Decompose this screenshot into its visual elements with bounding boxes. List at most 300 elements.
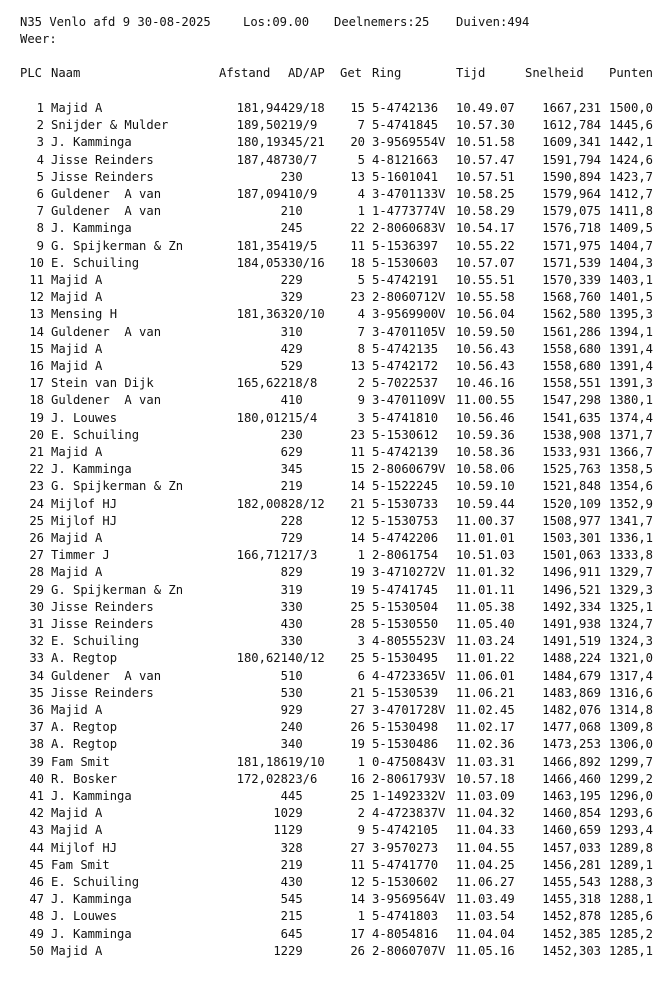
cell-naam: G. Spijkerman & Zn: [51, 238, 184, 253]
cell-tijd: 11.03.31: [456, 754, 515, 769]
cell-punten: 1316,6: [609, 685, 654, 700]
cell-ring: 5-1530539: [372, 685, 439, 700]
cell-get: 2: [357, 376, 365, 391]
cell-adap: 29: [288, 565, 303, 580]
cell-naam: Mijlof HJ: [51, 513, 118, 528]
cell-ring: 3-9569554V: [372, 135, 446, 150]
cell-snelheid: 1570,339: [542, 273, 601, 287]
cell-ring: 4-8121663: [372, 152, 439, 167]
cell-plc: 8: [36, 221, 44, 236]
col-adap: AD/AP: [288, 66, 325, 80]
cell-naam: J. Kamminga: [51, 462, 132, 477]
cell-snelheid: 1483,869: [542, 685, 601, 700]
cell-naam: Stein van Dijk: [51, 376, 154, 391]
cell-adap: 29: [288, 359, 303, 373]
cell-punten: 1299,7: [609, 754, 654, 769]
cell-tijd: 10.59.50: [456, 324, 515, 339]
cell-adap: 19/9: [288, 118, 318, 133]
cell-get: 14: [350, 531, 365, 545]
cell-tijd: 10.57.30: [456, 118, 515, 133]
cell-naam: J. Kamminga: [51, 135, 132, 150]
cell-adap: 29: [288, 823, 303, 838]
cell-afstand: 5: [280, 685, 288, 700]
cell-tijd: 10.46.16: [456, 376, 515, 391]
pigeons-count: Duiven:494: [456, 15, 530, 29]
cell-get: 1: [357, 548, 365, 563]
cell-afstand: 187,487: [236, 152, 288, 167]
cell-adap: 28: [288, 840, 303, 855]
cell-get: 4: [357, 187, 365, 201]
cell-ring: 2-8061754: [372, 548, 439, 563]
cell-adap: 29: [288, 273, 303, 287]
cell-plc: 17: [29, 376, 44, 391]
cell-get: 12: [350, 513, 365, 528]
cell-adap: 29: [288, 943, 303, 958]
cell-plc: 41: [29, 789, 44, 803]
cell-plc: 6: [36, 187, 44, 201]
cell-plc: 25: [29, 513, 44, 528]
cell-adap: 10: [288, 668, 303, 683]
cell-naam: Majid A: [51, 101, 103, 115]
cell-tijd: 10.55.51: [456, 273, 515, 287]
cell-tijd: 11.04.33: [456, 823, 515, 838]
cell-naam: Fam Smit: [51, 754, 110, 769]
cell-get: 14: [350, 479, 365, 494]
cell-punten: 1380,1: [609, 393, 654, 408]
cell-get: 11: [350, 238, 365, 253]
cell-tijd: 11.06.21: [456, 685, 515, 700]
cell-punten: 1288,3: [609, 875, 654, 889]
cell-snelheid: 1533,931: [542, 445, 601, 459]
cell-afstand: 2: [280, 204, 288, 219]
cell-adap: 19: [288, 582, 303, 597]
cell-plc: 18: [29, 393, 44, 408]
cell-snelheid: 1484,679: [542, 668, 601, 683]
cell-punten: 1285,1: [609, 943, 654, 958]
cell-afstand: 3: [280, 324, 288, 339]
cell-ring: 3-9570273: [372, 840, 439, 855]
cell-get: 15: [350, 462, 365, 477]
cell-punten: 1358,5: [609, 462, 654, 477]
cell-afstand: 182,008: [236, 496, 288, 511]
cell-snelheid: 1591,794: [542, 152, 601, 167]
cell-get: 19: [350, 565, 365, 580]
cell-naam: Jisse Reinders: [51, 169, 154, 184]
cell-snelheid: 1477,068: [542, 720, 601, 735]
cell-get: 9: [357, 823, 365, 838]
cell-naam: E. Schuiling: [51, 634, 140, 649]
cell-tijd: 11.04.04: [456, 926, 515, 941]
cell-plc: 46: [29, 875, 44, 889]
col-tijd: Tijd: [456, 66, 486, 80]
cell-snelheid: 1561,286: [542, 324, 601, 339]
cell-snelheid: 1508,977: [542, 513, 601, 528]
cell-adap: 17/3: [288, 548, 318, 563]
cell-snelheid: 1491,938: [542, 617, 601, 631]
cell-plc: 7: [36, 204, 44, 219]
cell-get: 22: [350, 221, 365, 236]
cell-punten: 1391,3: [609, 376, 654, 391]
cell-naam: J. Kamminga: [51, 221, 132, 236]
cell-naam: Majid A: [51, 823, 103, 838]
cell-punten: 1329,3: [609, 582, 654, 597]
cell-snelheid: 1590,894: [542, 169, 601, 184]
release-time: Los:09.00: [243, 15, 310, 29]
cell-plc: 48: [29, 909, 44, 924]
cell-punten: 1325,1: [609, 599, 654, 614]
cell-get: 5: [357, 273, 365, 287]
cell-afstand: 2: [280, 909, 288, 924]
cell-adap: 29: [288, 290, 303, 305]
cell-naam: A. Regtop: [51, 651, 118, 666]
cell-punten: 1371,7: [609, 427, 654, 442]
cell-plc: 3: [36, 135, 44, 150]
cell-afstand: 2: [280, 857, 288, 872]
cell-punten: 1412,7: [609, 187, 654, 201]
cell-punten: 1404,3: [609, 255, 654, 270]
cell-afstand: 3: [280, 462, 288, 477]
cell-punten: 1341,7: [609, 513, 654, 528]
cell-get: 3: [357, 410, 365, 425]
cell-ring: 5-1530733: [372, 496, 439, 511]
cell-snelheid: 1579,964: [542, 187, 601, 201]
cell-plc: 15: [29, 341, 44, 356]
cell-snelheid: 1520,109: [542, 496, 601, 511]
cell-punten: 1424,6: [609, 152, 654, 167]
cell-snelheid: 1452,878: [542, 909, 601, 924]
cell-naam: J. Louwes: [51, 909, 118, 924]
cell-plc: 39: [29, 754, 44, 769]
cell-plc: 38: [29, 737, 44, 752]
cell-snelheid: 1466,892: [542, 754, 601, 769]
col-plc: PLC: [20, 66, 43, 80]
cell-adap: 40: [288, 737, 303, 752]
cell-snelheid: 1457,033: [542, 840, 601, 855]
cell-afstand: 5: [280, 892, 288, 907]
cell-get: 13: [350, 359, 365, 373]
cell-ring: 5-4741770: [372, 857, 439, 872]
cell-get: 6: [357, 668, 365, 683]
cell-naam: Majid A: [51, 445, 103, 459]
cell-afstand: 165,622: [236, 376, 288, 391]
cell-get: 28: [350, 617, 365, 631]
cell-naam: Timmer J: [51, 548, 110, 563]
cell-get: 12: [350, 875, 365, 889]
cell-adap: 19: [288, 479, 303, 494]
cell-tijd: 11.00.37: [456, 513, 515, 528]
cell-adap: 15/4: [288, 410, 318, 425]
cell-get: 16: [350, 771, 365, 786]
cell-punten: 1423,7: [609, 169, 654, 184]
col-snelheid: Snelheid: [525, 66, 584, 80]
cell-get: 8: [357, 341, 365, 356]
cell-plc: 23: [29, 479, 44, 494]
cell-snelheid: 1452,385: [542, 926, 601, 941]
cell-naam: J. Louwes: [51, 410, 118, 425]
cell-ring: 5-4741845: [372, 118, 439, 133]
cell-afstand: 3: [280, 582, 288, 597]
cell-afstand: 2: [280, 273, 288, 287]
cell-snelheid: 1501,063: [542, 548, 601, 563]
cell-ring: 5-1530753: [372, 513, 439, 528]
cell-naam: J. Kamminga: [51, 926, 132, 941]
cell-adap: 30/16: [288, 255, 325, 270]
cell-tijd: 10.58.06: [456, 462, 515, 477]
cell-afstand: 181,944: [236, 101, 288, 115]
cell-tijd: 11.03.24: [456, 634, 515, 649]
cell-get: 17: [350, 926, 365, 941]
cell-afstand: 172,028: [236, 771, 288, 786]
cell-tijd: 11.02.45: [456, 703, 515, 717]
cell-adap: 30: [288, 685, 303, 700]
cell-tijd: 10.49.07: [456, 101, 515, 115]
col-get: Get: [340, 66, 363, 80]
cell-ring: 5-4742191: [372, 273, 439, 287]
cell-naam: R. Bosker: [51, 771, 118, 786]
cell-ring: 3-9569564V: [372, 892, 446, 907]
cell-naam: Jisse Reinders: [51, 152, 154, 167]
cell-ring: 3-4701105V: [372, 324, 446, 339]
cell-afstand: 5: [280, 668, 288, 683]
cell-get: 2: [357, 806, 365, 821]
cell-ring: 4-8054816: [372, 926, 439, 941]
cell-punten: 1299,2: [609, 771, 654, 786]
cell-afstand: 187,094: [236, 187, 288, 201]
cell-get: 18: [350, 255, 365, 270]
cell-ring: 2-8060679V: [372, 462, 446, 477]
cell-punten: 1321,0: [609, 651, 654, 666]
cell-adap: 23/6: [288, 771, 318, 786]
cell-snelheid: 1460,854: [542, 806, 601, 821]
cell-punten: 1306,0: [609, 737, 654, 752]
cell-ring: 5-1530612: [372, 427, 439, 442]
cell-plc: 14: [29, 324, 44, 339]
cell-tijd: 11.02.17: [456, 720, 515, 735]
cell-punten: 1395,3: [609, 307, 654, 322]
cell-get: 25: [350, 789, 365, 803]
cell-plc: 50: [29, 943, 44, 958]
cell-get: 9: [357, 393, 365, 408]
cell-punten: 1285,6: [609, 909, 654, 924]
weather-label: Weer:: [20, 32, 57, 46]
cell-snelheid: 1576,718: [542, 221, 601, 236]
cell-afstand: 181,186: [236, 754, 288, 769]
cell-afstand: 2: [280, 221, 288, 236]
cell-plc: 37: [29, 720, 44, 735]
cell-punten: 1333,8: [609, 548, 654, 563]
cell-afstand: 189,502: [236, 118, 288, 133]
cell-ring: 5-4742139: [372, 445, 439, 459]
cell-adap: 10: [288, 204, 303, 219]
cell-snelheid: 1558,680: [542, 359, 601, 373]
cell-snelheid: 1492,334: [542, 599, 601, 614]
cell-punten: 1394,1: [609, 324, 654, 339]
cell-afstand: 166,712: [236, 548, 288, 563]
cell-tijd: 10.55.58: [456, 290, 515, 305]
cell-get: 23: [350, 290, 365, 305]
cell-get: 26: [350, 943, 365, 958]
cell-plc: 43: [29, 823, 44, 838]
cell-get: 26: [350, 720, 365, 735]
cell-plc: 29: [29, 582, 44, 597]
cell-naam: Guldener A van: [51, 187, 162, 201]
cell-naam: G. Spijkerman & Zn: [51, 582, 184, 597]
col-ring: Ring: [372, 66, 402, 80]
cell-get: 7: [357, 118, 365, 133]
participants-count: Deelnemers:25: [334, 15, 430, 29]
cell-afstand: 4: [280, 341, 288, 356]
cell-plc: 1: [36, 101, 44, 115]
cell-snelheid: 1538,908: [542, 427, 601, 442]
cell-afstand: 4: [280, 393, 288, 408]
cell-ring: 3-4710272V: [372, 565, 446, 580]
cell-get: 21: [350, 496, 365, 511]
cell-adap: 45/21: [288, 135, 325, 150]
cell-ring: 5-4742206: [372, 531, 439, 545]
cell-ring: 4-4723365V: [372, 668, 446, 683]
cell-tijd: 10.59.36: [456, 427, 515, 442]
cell-adap: 30: [288, 169, 303, 184]
cell-afstand: 180,012: [236, 410, 288, 425]
cell-punten: 1391,4: [609, 341, 654, 356]
cell-naam: Majid A: [51, 273, 103, 287]
cell-punten: 1329,7: [609, 565, 654, 580]
cell-punten: 1314,8: [609, 703, 654, 717]
cell-naam: Guldener A van: [51, 393, 162, 408]
cell-naam: Majid A: [51, 806, 103, 821]
cell-naam: E. Schuiling: [51, 875, 140, 889]
race-title: N35 Venlo afd 9 30-08-2025: [20, 15, 211, 29]
cell-get: 23: [350, 427, 365, 442]
cell-afstand: 12: [273, 943, 288, 958]
cell-ring: 5-1522245: [372, 479, 439, 494]
cell-get: 1: [357, 204, 365, 219]
cell-plc: 42: [29, 806, 44, 821]
cell-naam: Snijder & Mulder: [51, 118, 169, 133]
cell-naam: Majid A: [51, 703, 103, 717]
cell-punten: 1336,1: [609, 531, 654, 545]
cell-tijd: 10.54.17: [456, 221, 515, 236]
cell-afstand: 5: [280, 359, 288, 373]
cell-ring: 5-1530495: [372, 651, 439, 666]
cell-get: 25: [350, 599, 365, 614]
cell-plc: 12: [29, 290, 44, 305]
cell-naam: Majid A: [51, 943, 103, 958]
cell-plc: 5: [36, 169, 44, 184]
cell-tijd: 10.56.04: [456, 307, 515, 322]
cell-plc: 24: [29, 496, 44, 511]
cell-punten: 1401,5: [609, 290, 654, 305]
cell-tijd: 11.01.22: [456, 651, 515, 666]
col-afstand: Afstand: [219, 66, 271, 80]
cell-naam: Majid A: [51, 565, 103, 580]
cell-plc: 45: [29, 857, 44, 872]
cell-tijd: 10.59.44: [456, 496, 515, 511]
cell-ring: 5-4742105: [372, 823, 439, 838]
cell-snelheid: 1571,539: [542, 255, 601, 270]
cell-plc: 27: [29, 548, 44, 563]
cell-ring: 5-1530602: [372, 875, 439, 889]
cell-naam: Guldener A van: [51, 324, 162, 339]
cell-adap: 29: [288, 703, 303, 717]
cell-plc: 28: [29, 565, 44, 580]
cell-snelheid: 1667,231: [542, 101, 601, 115]
cell-afstand: 2: [280, 720, 288, 735]
cell-punten: 1409,5: [609, 221, 654, 236]
cell-snelheid: 1456,281: [542, 857, 601, 872]
cell-afstand: 3: [280, 634, 288, 649]
cell-plc: 40: [29, 771, 44, 786]
cell-tijd: 11.03.09: [456, 789, 515, 803]
cell-adap: 30: [288, 427, 303, 442]
cell-afstand: 4: [280, 875, 288, 889]
report-title-line: [20, 14, 530, 31]
cell-ring: 2-8060707V: [372, 943, 446, 958]
cell-adap: 19: [288, 857, 303, 872]
cell-punten: 1317,4: [609, 668, 654, 683]
cell-tijd: 11.05.40: [456, 617, 515, 631]
weather-line: [20, 31, 57, 48]
cell-punten: 1374,4: [609, 410, 654, 425]
cell-punten: 1288,1: [609, 892, 654, 907]
cell-tijd: 11.03.49: [456, 892, 515, 907]
cell-punten: 1404,7: [609, 238, 654, 253]
cell-ring: 5-1530603: [372, 255, 439, 270]
cell-naam: Guldener A van: [51, 204, 162, 219]
cell-get: 1: [357, 909, 365, 924]
cell-snelheid: 1473,253: [542, 737, 601, 752]
cell-snelheid: 1503,301: [542, 531, 601, 545]
cell-afstand: 180,621: [236, 651, 288, 666]
cell-tijd: 10.57.47: [456, 152, 515, 167]
cell-adap: 18/8: [288, 376, 318, 391]
cell-plc: 10: [29, 255, 44, 270]
cell-plc: 33: [29, 651, 44, 666]
cell-tijd: 11.04.25: [456, 857, 515, 872]
cell-tijd: 11.04.32: [456, 806, 515, 821]
cell-afstand: 8: [280, 565, 288, 580]
cell-plc: 11: [29, 273, 44, 287]
cell-get: 7: [357, 324, 365, 339]
cell-naam: Mijlof HJ: [51, 496, 118, 511]
cell-afstand: 181,354: [236, 238, 288, 253]
cell-ring: 4-4723837V: [372, 806, 446, 821]
cell-snelheid: 1482,076: [542, 703, 601, 717]
cell-snelheid: 1558,551: [542, 376, 601, 391]
cell-ring: 5-1601041: [372, 169, 439, 184]
cell-ring: 1-4773774V: [372, 204, 446, 219]
cell-adap: 30: [288, 599, 303, 614]
cell-punten: 1293,4: [609, 823, 654, 838]
cell-ring: 3-4701133V: [372, 187, 446, 201]
cell-tijd: 10.57.07: [456, 255, 515, 270]
cell-get: 25: [350, 651, 365, 666]
cell-tijd: 11.00.55: [456, 393, 515, 408]
cell-get: 20: [350, 135, 365, 150]
cell-snelheid: 1496,521: [542, 582, 601, 597]
cell-afstand: 3: [280, 840, 288, 855]
cell-snelheid: 1612,784: [542, 118, 601, 133]
cell-tijd: 11.05.38: [456, 599, 515, 614]
cell-ring: 5-4741810: [372, 410, 439, 425]
cell-naam: J. Kamminga: [51, 892, 132, 907]
cell-tijd: 10.57.51: [456, 169, 515, 184]
cell-adap: 30: [288, 875, 303, 889]
cell-punten: 1411,8: [609, 204, 654, 219]
cell-snelheid: 1466,460: [542, 771, 601, 786]
cell-ring: 5-1536397: [372, 238, 439, 253]
cell-ring: 3-9569900V: [372, 307, 446, 322]
